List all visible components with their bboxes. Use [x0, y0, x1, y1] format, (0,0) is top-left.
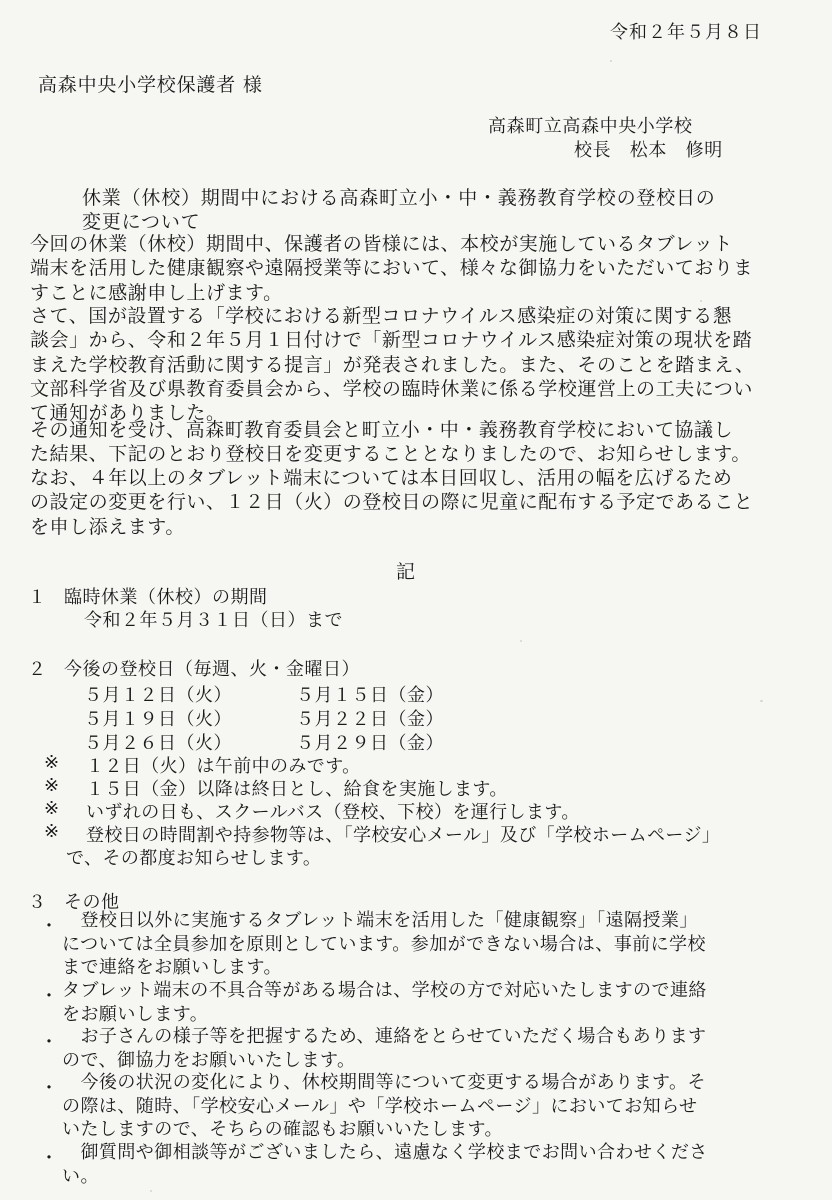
note-mark: ※ [44, 752, 60, 773]
bullet-mark: ・ [40, 1078, 58, 1099]
body-paragraph-4: なお、４年以上のタブレット端末については本日回収し、活用の幅を広げるため の設定の変更を行い、１２日（火）の登校日の際に児童に配布する予定であること を申し添えます。 [30, 467, 754, 538]
section1-heading: 臨時休業（休校）の期間 [64, 587, 268, 608]
note-text: いずれの日も、スクールバス（登校、下校）を運行します。 [86, 802, 580, 823]
bullet-mark: ・ [40, 916, 58, 937]
scan-speckle [700, 300, 702, 302]
bullet-text: 御質問や御相談等がございましたら、遠慮なく学校までお問い合わせくださ い。 [62, 1142, 708, 1187]
bullet-text: お子さんの様子等を把握するため、連絡をとらせていただく場合もあります ので、御協力をお願いいたします。 [62, 1026, 707, 1071]
document-date: 令和２年５月８日 [610, 22, 762, 43]
bullet-text: 今後の状況の変化により、休校期間等について変更する場合があります。そ の際は、随時、「学校安心メール」や「学校ホームページ」においてお知らせ いたしますので、そちらの確認もお願いいたします。 [62, 1072, 706, 1140]
bullet-mark: ・ [40, 1148, 58, 1169]
sender-principal: 校長 松本 修明 [574, 140, 723, 161]
schedule-date: ５月１２日（火） [84, 685, 232, 706]
schedule-date: ５月１５日（金） [296, 685, 444, 706]
body-paragraph-1: 今回の休業（休校）期間中、保護者の皆様には、本校が実施しているタブレット 端末を活用した健康観察や遠隔授業等において、様々な御協力をいただいておりま すことに感謝申し上げます。 [30, 233, 753, 304]
bullet-mark: ・ [40, 986, 58, 1007]
scan-speckle [150, 1190, 152, 1192]
note-mark: ※ [44, 798, 60, 819]
bullet-text: タブレット端末の不具合等がある場合は、学校の方で対応いたしますので連絡 をお願いします。 [62, 980, 707, 1025]
schedule-date: ５月１９日（火） [84, 709, 232, 730]
schedule-date: ５月２２日（金） [296, 709, 444, 730]
scan-speckle [610, 60, 612, 62]
body-paragraph-2: さて、国が設置する「学校における新型コロナウイルス感染症の対策に関する懇 談会」から、令和２年５月１日付けで「新型コロナウイルス感染症対策の現状を踏 まえた学校教育活動に関する提言」が発表されました。また、そのことを踏まえ、 文部科学省及び県教育委員会から、学校の臨時休業に係る学校運営上の工夫につい て通知がありました。 [30, 305, 755, 425]
note-mark: ※ [44, 821, 60, 842]
ki-heading: 記 [396, 561, 416, 583]
note-text: 登校日の時間割や持参物等は、「学校安心メール」及び「学校ホームページ」 [86, 825, 721, 846]
body-paragraph-3: その通知を受け、高森町教育委員会と町立小・中・義務教育学校において協議し た結果、下記のとおり登校日を変更することとなりましたので、お知らせします。 [30, 419, 751, 466]
note-text: １２日（火）は午前中のみです。 [86, 756, 361, 777]
note-text: １５日（金）以降は終日とし、給食を実施します。 [86, 779, 508, 800]
section2-heading: 今後の登校日（毎週、火・金曜日） [64, 659, 360, 680]
note-text-continuation: で、その都度お知らせします。 [66, 848, 322, 869]
scan-speckle [760, 700, 763, 702]
note-mark: ※ [44, 775, 60, 796]
section3-number: ３ [28, 892, 46, 913]
schedule-date: ５月２６日（火） [84, 733, 232, 754]
section1-number: １ [28, 587, 46, 608]
section3-heading: その他 [64, 892, 120, 913]
bullet-mark: ・ [40, 1032, 58, 1053]
section1-detail: 令和２年５月３１日（日）まで [84, 610, 343, 631]
document-title-line2: 変更について [82, 211, 201, 233]
addressee: 高森中央小学校保護者 様 [38, 74, 263, 96]
section2-number: ２ [28, 659, 46, 680]
scan-speckle [520, 640, 522, 642]
bullet-text: 登校日以外に実施するタブレット端末を活用した「健康観察」「遠隔授業」 については全員参加を原則としています。参加ができない場合は、事前に学校 まで連絡をお願いします。 [62, 910, 706, 978]
document-title-line1: 休業（休校）期間中における高森町立小・中・義務教育学校の登校日の [82, 187, 716, 209]
schedule-date: ５月２９日（金） [296, 733, 444, 754]
sender-school: 高森町立高森中央小学校 [488, 116, 693, 137]
